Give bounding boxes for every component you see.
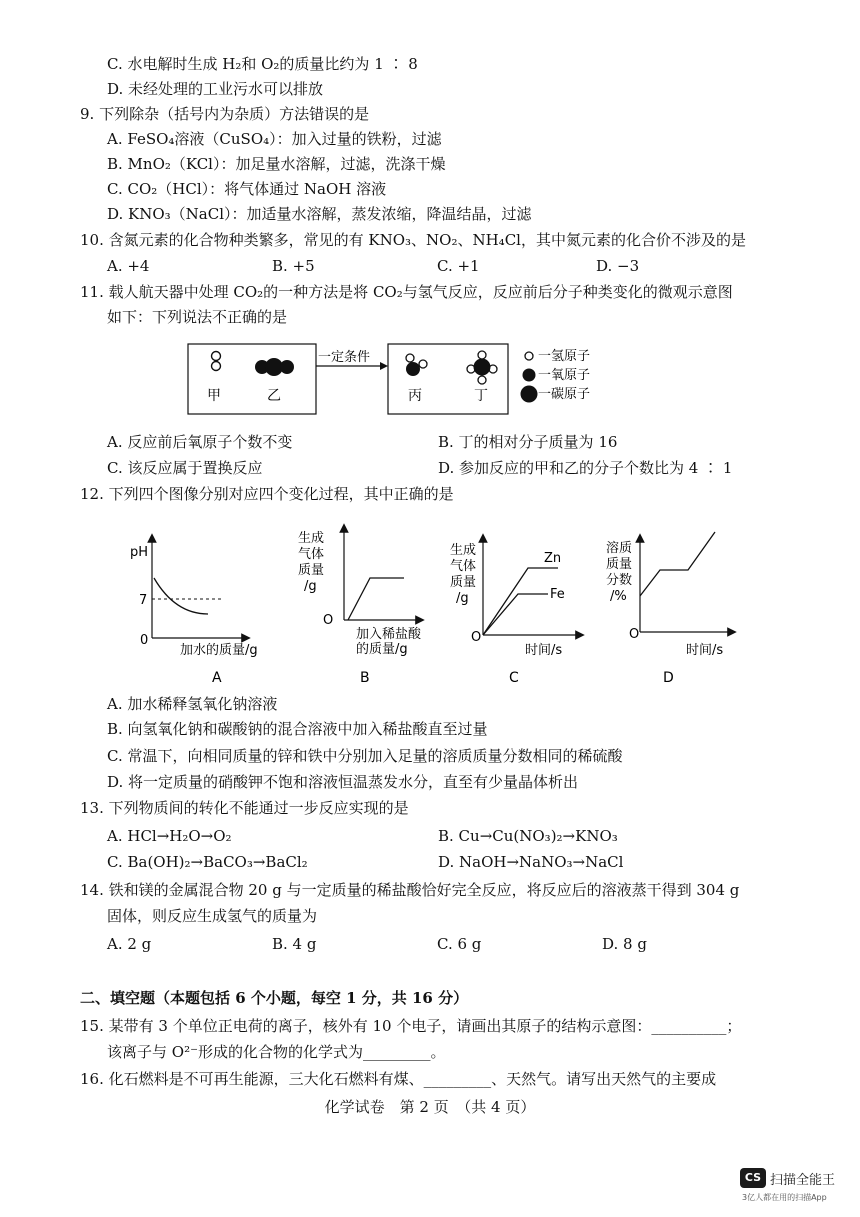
- q11-stem-line1: 11. 载人航天器中处理 CO₂的一种方法是将 CO₂与氢气反应，反应前后分子种类变化的微观示意图: [80, 283, 733, 301]
- q12-option-a: A. 加水稀释氢氧化钠溶液: [107, 695, 278, 713]
- page-footer: 化学试卷 第 2 页 （共 4 页）: [324, 1098, 536, 1116]
- legend-o-label: 一氧原子: [538, 368, 591, 383]
- q15-stem-line2: 该离子与 O²⁻形成的化合物的化学式为_________。: [107, 1043, 446, 1061]
- q15-stem-line1: 15. 某带有 3 个单位正电荷的离子，核外有 10 个电子，请画出其原子的结构示意图：__________；: [80, 1017, 742, 1035]
- h-atom-icon: [419, 360, 427, 368]
- q13-option-b: B. Cu→Cu(NO₃)₂→KNO₃: [438, 827, 618, 845]
- q12-option-d: D. 将一定质量的硝酸钾不饱和溶液恒温蒸发水分，直至有少量晶体析出: [107, 773, 579, 791]
- graph-c-ylabel1: 生成: [450, 543, 477, 558]
- brand-name: 扫描全能王: [770, 1173, 836, 1188]
- graph-a-seven: 7: [139, 593, 148, 608]
- graph-b-line: [348, 578, 404, 620]
- q13-stem: 13. 下列物质间的转化不能通过一步反应实现的是: [80, 799, 409, 817]
- graph-c-zn-line: [483, 568, 558, 635]
- graph-c-ylabel3: 质量: [450, 575, 477, 590]
- q8-option-d: D. 未经处理的工业污水可以排放: [107, 80, 324, 98]
- graph-a-ylabel: pH: [130, 545, 149, 560]
- legend-o-icon: [523, 369, 536, 382]
- h-atom-icon: [406, 354, 414, 362]
- q16-stem: 16. 化石燃料是不可再生能源，三大化石燃料有煤、_________、天然气。请写出天然气的主要成: [80, 1070, 717, 1088]
- graph-c-xlabel: 时间/s: [525, 643, 563, 658]
- q11-stem-line2: 如下：下列说法不正确的是: [107, 308, 288, 326]
- legend-h-label: 一氢原子: [538, 349, 591, 364]
- graph-d-ylabel4: /%: [610, 589, 627, 604]
- q10-option-a: A. +4: [107, 257, 150, 275]
- graph-d-ylabel3: 分数: [606, 573, 633, 588]
- q12-option-c: C. 常温下，向相同质量的锌和铁中分别加入足量的溶质质量分数相同的稀硫酸: [107, 747, 623, 765]
- o-atom-icon: [280, 360, 294, 374]
- graph-a-caption: A: [212, 670, 222, 686]
- q11-option-d: D. 参加反应的甲和乙的分子个数比为 4 ∶ 1: [438, 459, 733, 477]
- legend-c-icon: [521, 386, 538, 403]
- graph-b-ylabel4: /g: [304, 579, 317, 594]
- h-atom-icon: [478, 376, 486, 384]
- q13-option-d: D. NaOH→NaNO₃→NaCl: [438, 853, 624, 871]
- q9-stem: 9. 下列除杂（括号内为杂质）方法错误的是: [80, 105, 370, 123]
- graph-c-ylabel4: /g: [456, 591, 469, 606]
- q14-stem-line2: 固体，则反应生成氢气的质量为: [107, 907, 318, 925]
- graph-d-caption: D: [663, 670, 674, 686]
- graph-d-ylabel1: 溶质: [606, 541, 633, 556]
- q14-option-c: C. 6 g: [437, 935, 482, 953]
- q10-option-d: D. −3: [596, 257, 640, 275]
- q13-option-a: A. HCl→H₂O→O₂: [107, 827, 232, 845]
- section-2-heading: 二、填空题（本题包括 6 个小题，每空 1 分，共 16 分）: [80, 989, 469, 1007]
- q14-option-b: B. 4 g: [272, 935, 317, 953]
- label-ding: 丁: [474, 388, 488, 404]
- label-yi: 乙: [267, 388, 281, 404]
- graph-d: [606, 532, 732, 686]
- graph-c: [450, 538, 580, 686]
- graph-d-ylabel2: 质量: [606, 557, 633, 572]
- c-atom-icon: [474, 359, 491, 376]
- q14-option-a: A. 2 g: [107, 935, 152, 953]
- graph-c-zn-label: Zn: [544, 551, 562, 566]
- label-bing: 丙: [408, 388, 422, 404]
- graph-c-origin: O: [471, 630, 482, 645]
- graph-b-ylabel1: 生成: [298, 531, 325, 546]
- q10-option-b: B. +5: [272, 257, 315, 275]
- o-atom-icon: [406, 362, 420, 376]
- q10-stem: 10. 含氮元素的化合物种类繁多，常见的有 KNO₃、NO₂、NH₄Cl，其中氮元素的化合价不涉及的是: [80, 231, 746, 249]
- graph-c-fe-label: Fe: [550, 587, 565, 602]
- graph-c-ylabel2: 气体: [450, 559, 477, 574]
- q11-reaction-diagram: [180, 336, 620, 418]
- condition-label: 一定条件: [318, 350, 371, 365]
- q11-option-c: C. 该反应属于置换反应: [107, 459, 263, 477]
- q9-option-c: C. CO₂（HCl）：将气体通过 NaOH 溶液: [107, 180, 387, 198]
- graph-d-xlabel: 时间/s: [686, 643, 724, 658]
- graph-c-fe-line: [483, 594, 548, 635]
- legend-c-label: 一碳原子: [538, 387, 591, 402]
- graph-c-caption: C: [509, 670, 519, 686]
- graph-b-ylabel2: 气体: [298, 547, 325, 562]
- q14-stem-line1: 14. 铁和镁的金属混合物 20 g 与一定质量的稀盐酸恰好完全反应，将反应后的溶液蒸干得到 304 g: [80, 881, 740, 899]
- graph-b-origin: O: [323, 613, 334, 628]
- graph-b: [298, 528, 422, 686]
- q9-option-b: B. MnO₂（KCl）：加足量水溶解，过滤，洗涤干燥: [107, 155, 446, 173]
- h-atom-icon: [478, 351, 486, 359]
- graph-a-curve: [154, 578, 208, 614]
- q11-option-a: A. 反应前后氧原子个数不变: [107, 433, 293, 451]
- graph-b-xlabel2: 的质量/g: [356, 642, 408, 657]
- q13-option-c: C. Ba(OH)₂→BaCO₃→BaCl₂: [107, 853, 308, 871]
- h-atom-icon: [212, 352, 221, 361]
- q9-option-a: A. FeSO₄溶液（CuSO₄）：加入过量的铁粉，过滤: [107, 130, 442, 148]
- q8-option-c: C. 水电解时生成 H₂和 O₂的质量比约为 1 ∶ 8: [107, 55, 418, 73]
- camscanner-logo-icon: CS: [740, 1168, 766, 1188]
- h-atom-icon: [212, 362, 221, 371]
- q10-option-c: C. +1: [437, 257, 480, 275]
- q14-option-d: D. 8 g: [602, 935, 647, 953]
- graph-b-xlabel1: 加入稀盐酸: [356, 627, 422, 642]
- q12-graphs: [120, 520, 740, 692]
- legend-h-icon: [525, 352, 533, 360]
- graph-a-xlabel: 加水的质量/g: [180, 643, 258, 658]
- q11-option-b: B. 丁的相对分子质量为 16: [438, 433, 618, 451]
- brand-tagline: 3亿人都在用的扫描App: [742, 1193, 827, 1202]
- graph-b-ylabel3: 质量: [298, 563, 325, 578]
- q12-stem: 12. 下列四个图像分别对应四个变化过程，其中正确的是: [80, 485, 454, 503]
- graph-d-origin: O: [629, 627, 640, 642]
- graph-d-line: [640, 532, 715, 596]
- graph-a: [130, 538, 258, 686]
- label-jia: 甲: [207, 388, 221, 404]
- graph-b-caption: B: [360, 670, 370, 686]
- q12-option-b: B. 向氢氧化钠和碳酸钠的混合溶液中加入稀盐酸直至过量: [107, 720, 488, 738]
- graph-a-origin: 0: [140, 633, 149, 648]
- q9-option-d: D. KNO₃（NaCl）：加适量水溶解，蒸发浓缩，降温结晶，过滤: [107, 205, 532, 223]
